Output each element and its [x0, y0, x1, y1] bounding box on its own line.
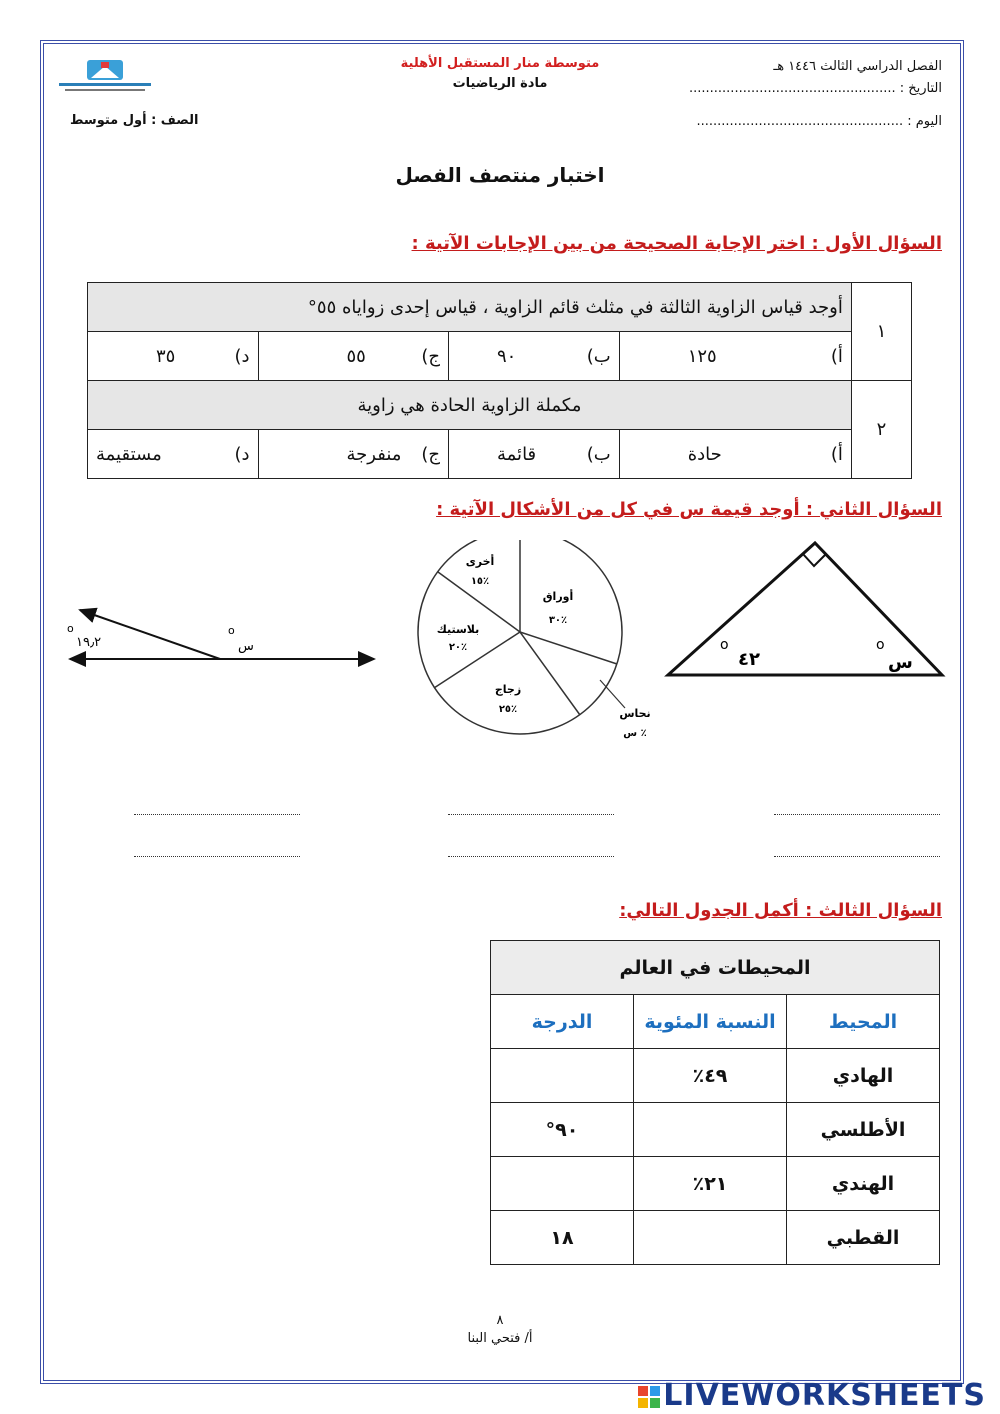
- header-center: [330, 54, 670, 94]
- school-name: متوسطة منار المستقبل الأهلية: [400, 56, 600, 71]
- option-c[interactable]: [258, 332, 448, 381]
- degree-icon: o: [67, 622, 74, 635]
- date-field[interactable]: التاريخ : ..................................................: [688, 81, 942, 96]
- answer-line[interactable]: [448, 856, 614, 857]
- option-letter: ب): [586, 443, 611, 465]
- q1-item-number: ١: [851, 283, 911, 381]
- option-c[interactable]: [258, 430, 448, 479]
- pie-label-glass: زجاج: [494, 683, 522, 696]
- liveworksheets-logo: [637, 1378, 986, 1413]
- degree-cell[interactable]: ٩٠°: [491, 1103, 634, 1157]
- option-b[interactable]: [449, 332, 620, 381]
- column-header: النسبة المئوية: [634, 995, 787, 1049]
- page-number: ٨: [496, 1313, 504, 1328]
- option-letter: ج): [421, 443, 440, 465]
- teacher-name: أ/ فتحي البنا: [467, 1331, 533, 1346]
- pie-label-other: أخرى: [465, 555, 495, 568]
- semester-label: الفصل الدراسي الثالث ١٤٤٦ هـ: [773, 59, 942, 74]
- pie-value-glass: ٢٥٪: [498, 704, 518, 715]
- angle-lines-figure: [62, 598, 382, 678]
- option-value: ٩٠: [497, 345, 517, 367]
- pie-leader-line: [600, 680, 625, 708]
- table-row: [491, 1049, 940, 1103]
- pie-label-papers: أوراق: [542, 590, 574, 603]
- answer-line[interactable]: [134, 814, 300, 815]
- ocean-name: الأطلسي: [787, 1103, 940, 1157]
- angle-x-value: س: [238, 639, 254, 654]
- degree-icon: o: [228, 624, 235, 637]
- table-row: [491, 1103, 940, 1157]
- ocean-name: الهندي: [787, 1157, 940, 1211]
- option-d[interactable]: [88, 332, 259, 381]
- percent-cell[interactable]: [634, 1211, 787, 1265]
- table-row: [491, 1157, 940, 1211]
- percent-cell[interactable]: [634, 1103, 787, 1157]
- answer-line[interactable]: [134, 856, 300, 857]
- option-value: مستقيمة: [96, 443, 162, 465]
- percent-cell[interactable]: ٢١٪: [634, 1157, 787, 1211]
- option-value: حادة: [687, 443, 722, 465]
- pie-figure: [410, 540, 670, 750]
- option-a[interactable]: [619, 430, 851, 479]
- q1-item-question: أوجد قياس الزاوية الثالثة في مثلث قائم الزاوية ، قياس إحدى زواياه ٥٥°: [88, 283, 852, 332]
- option-value: ٥٥: [346, 345, 366, 367]
- liveworksheets-text: LIVEWORKSHEETS: [663, 1378, 986, 1413]
- degree-cell[interactable]: ١٨: [491, 1211, 634, 1265]
- option-d[interactable]: [88, 430, 259, 479]
- header-info: [689, 56, 942, 100]
- option-letter: أ): [830, 345, 843, 367]
- q1-table: [87, 282, 912, 479]
- pie-value-plastic: ٢٠٪: [448, 642, 468, 653]
- option-letter: ب): [586, 345, 611, 367]
- pie-label-copper: نحاس: [619, 707, 651, 720]
- option-letter: أ): [830, 443, 843, 465]
- pie-value-papers: ٣٠٪: [548, 615, 568, 626]
- exam-title: اختبار منتصف الفصل: [395, 163, 605, 187]
- option-value: ٣٥: [156, 345, 176, 367]
- triangle-angle-x: س: [888, 652, 913, 673]
- option-letter: د): [234, 443, 250, 465]
- liveworksheets-icon: [637, 1385, 663, 1409]
- pie-value-other: ١٥٪: [470, 576, 490, 587]
- right-angle-mark-icon: [803, 554, 826, 566]
- answer-line[interactable]: [774, 856, 940, 857]
- angle-given-value: ١٩٫٢: [76, 635, 102, 650]
- triangle-figure: [660, 535, 950, 685]
- subject-name: مادة الرياضيات: [452, 76, 548, 91]
- table-caption: المحيطات في العالم: [491, 941, 940, 995]
- option-a[interactable]: [619, 332, 851, 381]
- option-letter: ج): [421, 345, 440, 367]
- degree-cell[interactable]: [491, 1049, 634, 1103]
- q2-heading: السؤال الثاني : أوجد قيمة س في كل من الأشكال الآتية :: [436, 499, 942, 520]
- option-value: قائمة: [497, 443, 537, 465]
- ocean-name: القطبي: [787, 1211, 940, 1265]
- ocean-name: الهادي: [787, 1049, 940, 1103]
- answer-line[interactable]: [448, 814, 614, 815]
- day-field[interactable]: اليوم : ..................................................: [696, 114, 942, 129]
- answer-line[interactable]: [774, 814, 940, 815]
- q1-item-question: مكملة الزاوية الحادة هي زاوية: [88, 381, 852, 430]
- degree-icon: o: [720, 637, 729, 653]
- option-value: ١٢٥: [687, 345, 717, 367]
- column-header: الدرجة: [491, 995, 634, 1049]
- q3-heading: السؤال الثالث : أكمل الجدول التالي:: [619, 900, 942, 921]
- q1-heading: السؤال الأول : اختر الإجابة الصحيحة من بين الإجابات الآتية :: [411, 233, 942, 254]
- degree-icon: o: [876, 637, 885, 653]
- triangle-angle-a: ٤٢: [738, 649, 760, 670]
- option-b[interactable]: [449, 430, 620, 479]
- table-row: [491, 1211, 940, 1265]
- degree-cell[interactable]: [491, 1157, 634, 1211]
- school-logo-icon: [55, 58, 155, 98]
- column-header: المحيط: [787, 995, 940, 1049]
- grade-label: الصف : أول متوسط: [70, 113, 199, 128]
- footer: [400, 1312, 600, 1348]
- pie-label-plastic: بلاستيك: [436, 623, 480, 636]
- q1-item-number: ٢: [851, 381, 911, 479]
- pie-value-copper: س ٪: [623, 728, 647, 739]
- percent-cell[interactable]: ٤٩٪: [634, 1049, 787, 1103]
- option-letter: د): [234, 345, 250, 367]
- option-value: منفرجة: [346, 443, 402, 465]
- oceans-table: [490, 940, 940, 1265]
